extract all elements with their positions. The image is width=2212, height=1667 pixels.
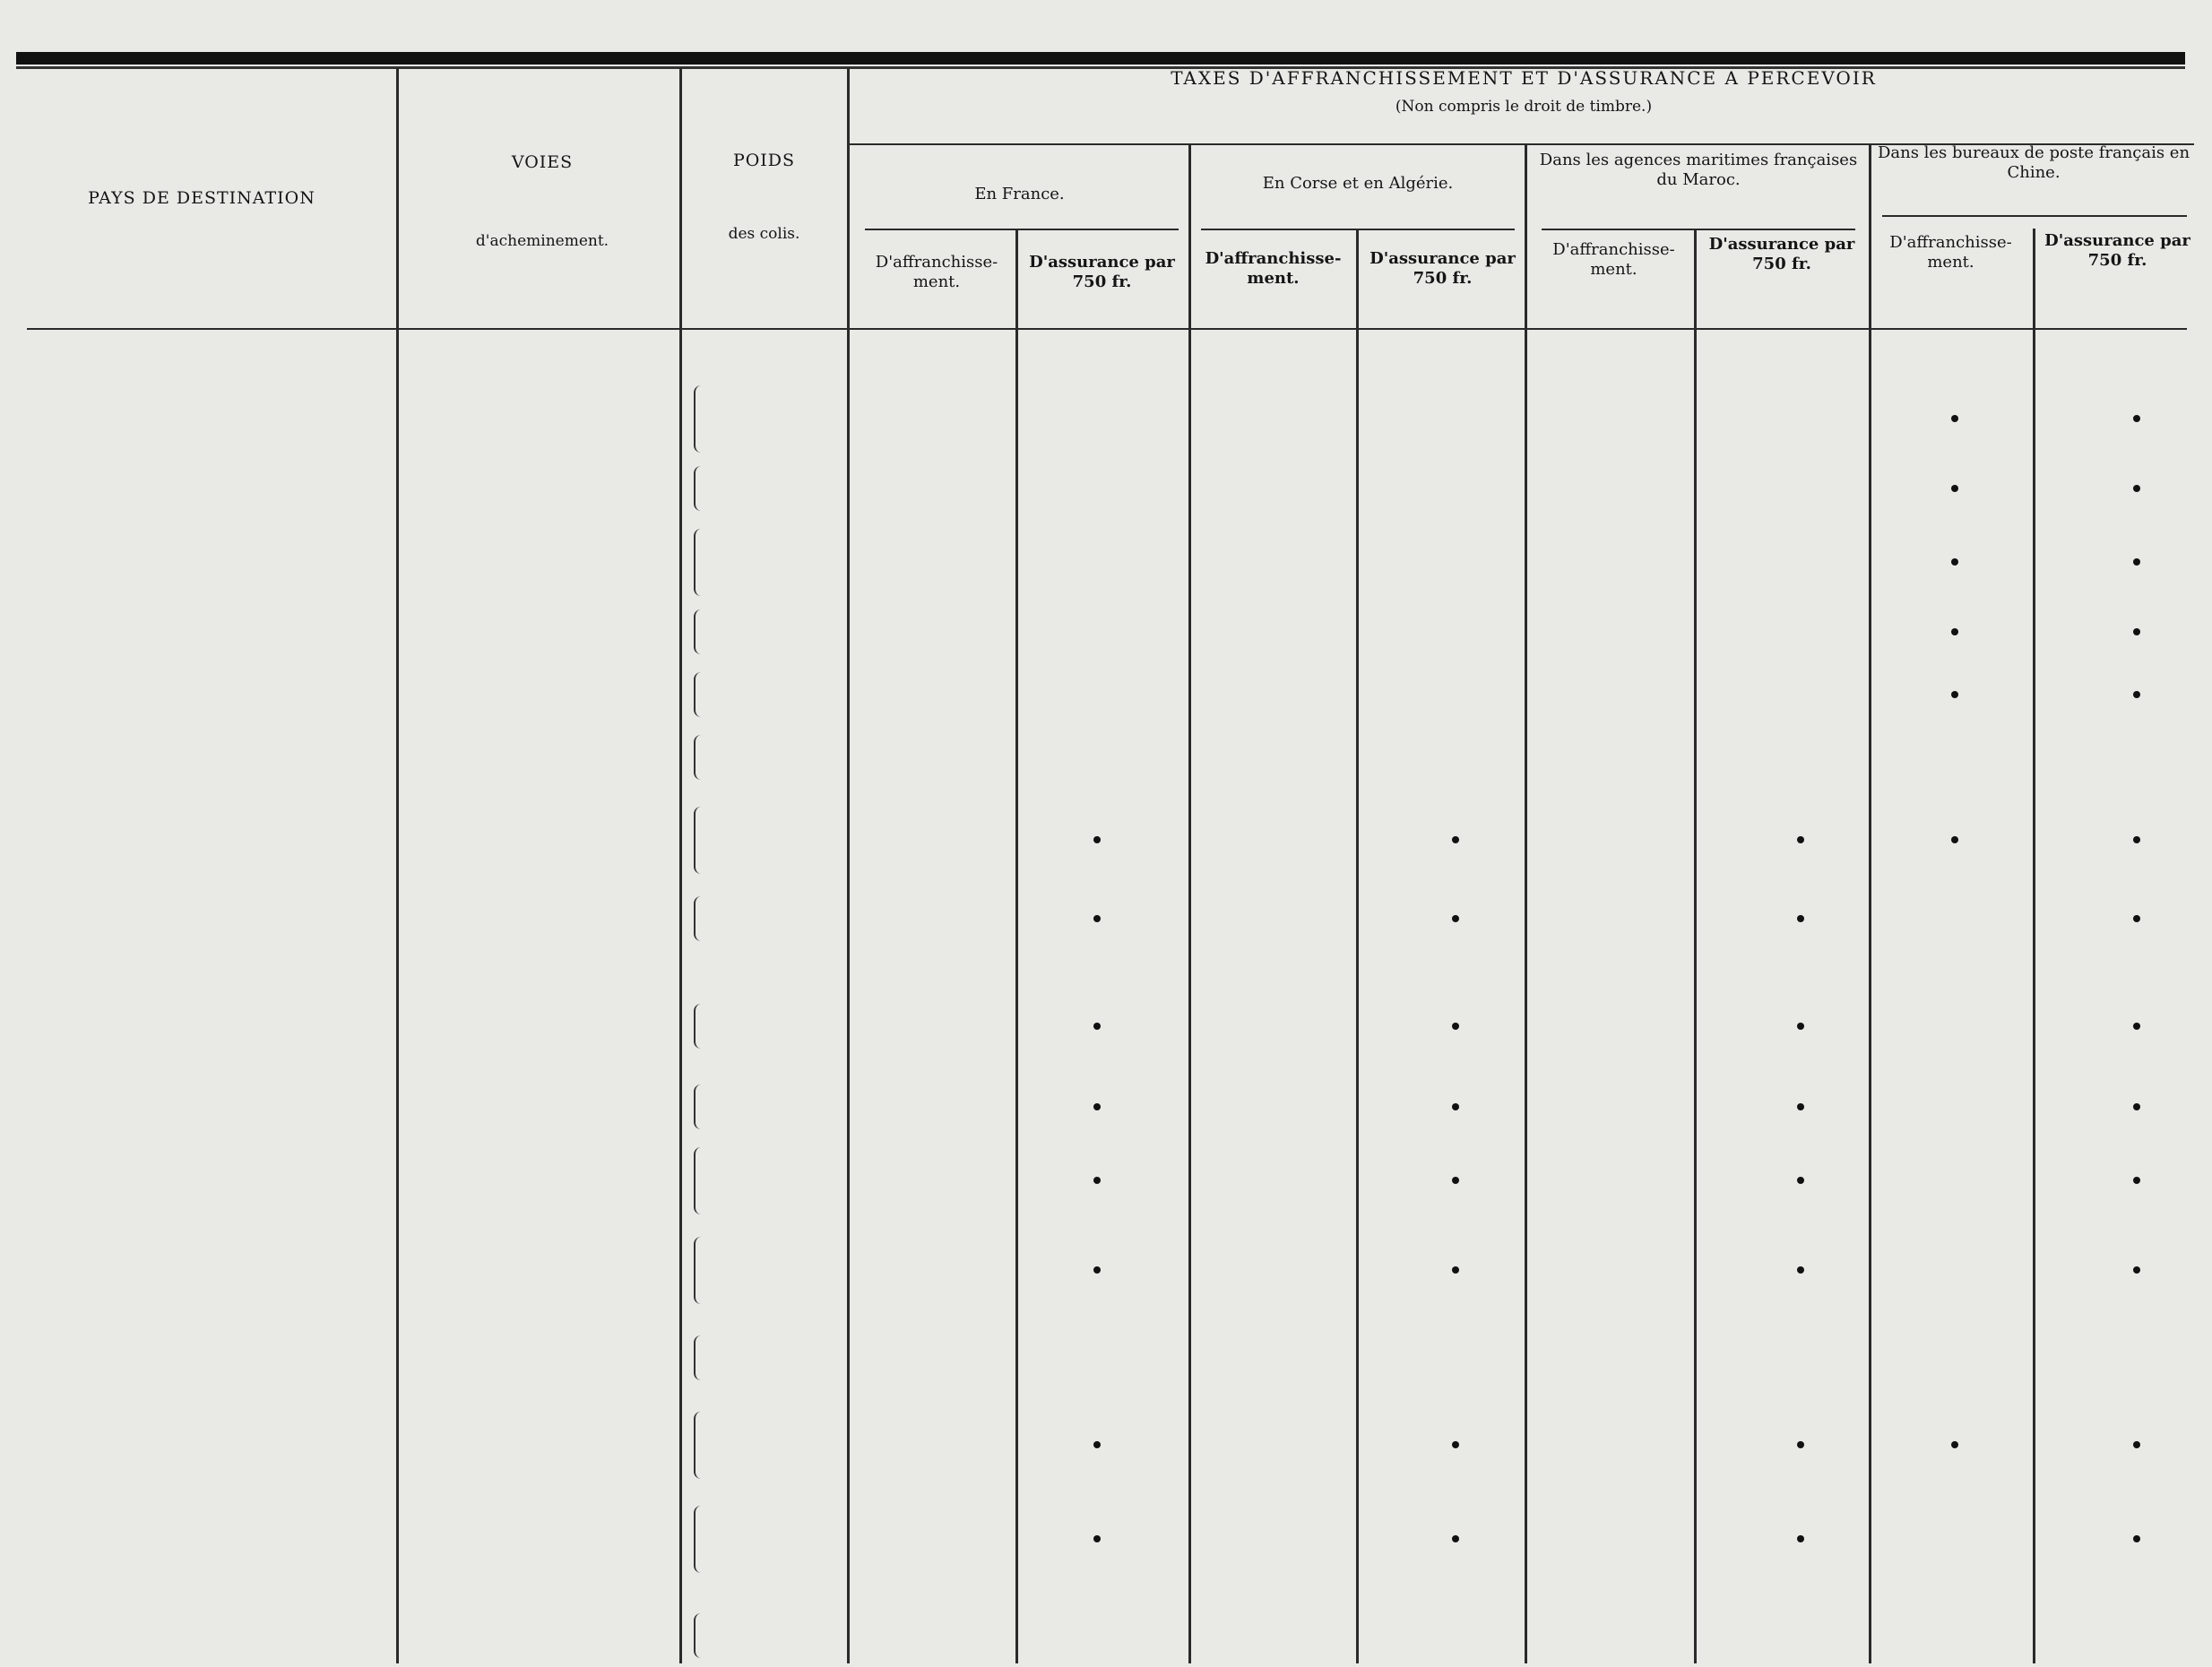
header-bottom-rule (27, 328, 2187, 330)
blank-marker (1093, 1023, 1101, 1030)
col-header-poids-sub: des colis. (728, 225, 800, 243)
blank-marker (2133, 836, 2140, 843)
blank-marker (1797, 1177, 1804, 1184)
blank-marker (2133, 485, 2140, 492)
header-rule-ma (1542, 229, 1855, 230)
blank-marker (1452, 1535, 1459, 1542)
sub-assur-co: D'assurance par 750 fr. (1370, 249, 1516, 288)
blank-marker (2133, 1103, 2140, 1110)
blank-marker (1093, 836, 1101, 843)
divider-france (1188, 143, 1191, 1663)
blank-marker (2133, 1535, 2140, 1542)
header-rule-fr (865, 229, 1179, 230)
brace (694, 672, 701, 717)
blank-marker (2133, 691, 2140, 698)
blank-marker (1093, 1177, 1101, 1184)
blank-marker (1452, 1103, 1459, 1110)
divider-corse (1525, 143, 1527, 1663)
blank-marker (1452, 915, 1459, 922)
blank-marker (1951, 558, 1958, 566)
blank-marker (2133, 628, 2140, 635)
brace (694, 609, 701, 654)
blank-marker (1797, 1266, 1804, 1274)
blank-marker (1093, 1266, 1101, 1274)
blank-marker (1951, 485, 1958, 492)
blank-marker (1797, 1535, 1804, 1542)
taxes-title: TAXES D'AFFRANCHISSEMENT ET D'ASSURANCE A PERCEVOIR (1171, 67, 1877, 89)
blank-marker (1452, 1177, 1459, 1184)
blank-marker (2133, 1177, 2140, 1184)
blank-marker (1093, 915, 1101, 922)
col-header-poids: POIDS (732, 151, 796, 170)
sub-affr-ma: D'affranchisse-ment. (1552, 240, 1675, 279)
taxes-subtitle: (Non compris le droit de timbre.) (1395, 98, 1653, 116)
divider-voies (679, 68, 682, 1663)
blank-marker (1797, 1441, 1804, 1448)
group-maroc: Dans les agences maritimes françaises du Maroc. (1539, 151, 1858, 189)
divider-pays (396, 68, 399, 1663)
brace (694, 385, 701, 453)
brace (694, 735, 701, 780)
blank-marker (1951, 836, 1958, 843)
brace (694, 529, 701, 596)
brace (694, 1004, 701, 1049)
divider-ma-sub (1694, 229, 1697, 1663)
divider-maroc (1869, 143, 1871, 1663)
blank-marker (1797, 836, 1804, 843)
blank-marker (1797, 915, 1804, 922)
brace (694, 1084, 701, 1129)
blank-marker (2133, 915, 2140, 922)
group-corse: En Corse et en Algérie. (1262, 174, 1454, 193)
blank-marker (1951, 628, 1958, 635)
blank-marker (1093, 1103, 1101, 1110)
top-heavy-rule (16, 52, 2185, 65)
blank-marker (2133, 1441, 2140, 1448)
col-header-voies-sub: d'acheminement. (475, 232, 609, 250)
brace (694, 466, 701, 511)
blank-marker (1951, 691, 1958, 698)
group-chine: Dans les bureaux de poste français en Chine. (1877, 143, 2190, 182)
blank-marker (1951, 415, 1958, 422)
sub-affr-ch: D'affranchisse-ment. (1889, 233, 2012, 272)
blank-marker (1093, 1441, 1101, 1448)
header-rule-ch (1882, 215, 2187, 217)
col-header-pays: PAYS DE DESTINATION (88, 188, 315, 208)
brace (694, 1412, 701, 1479)
brace (694, 807, 701, 874)
blank-marker (1093, 1535, 1101, 1542)
sub-assur-ch: D'assurance par 750 fr. (2044, 231, 2190, 270)
brace (694, 1613, 701, 1658)
blank-marker (1797, 1103, 1804, 1110)
blank-marker (2133, 1023, 2140, 1030)
brace (694, 1335, 701, 1380)
sub-affr-co: D'affranchisse-ment. (1205, 249, 1342, 288)
blank-marker (2133, 1266, 2140, 1274)
sub-affr-fr: D'affranchisse-ment. (875, 253, 998, 291)
sub-assur-fr: D'assurance par 750 fr. (1029, 253, 1175, 291)
divider-ch-sub (2033, 229, 2035, 1663)
blank-marker (2133, 415, 2140, 422)
brace (694, 1506, 701, 1573)
sub-assur-ma: D'assurance par 750 fr. (1708, 235, 1855, 273)
blank-marker (1452, 836, 1459, 843)
divider-fr-sub (1015, 229, 1018, 1663)
divider-co-sub (1356, 229, 1359, 1663)
brace (694, 896, 701, 941)
divider-poids (847, 68, 850, 1663)
blank-marker (1951, 1441, 1958, 1448)
header-rule-co (1201, 229, 1515, 230)
brace (694, 1237, 701, 1304)
blank-marker (1797, 1023, 1804, 1030)
blank-marker (2133, 558, 2140, 566)
brace (694, 1147, 701, 1214)
blank-marker (1452, 1266, 1459, 1274)
blank-marker (1452, 1441, 1459, 1448)
col-header-voies: VOIES (511, 152, 574, 172)
blank-marker (1452, 1023, 1459, 1030)
group-france: En France. (974, 185, 1065, 203)
